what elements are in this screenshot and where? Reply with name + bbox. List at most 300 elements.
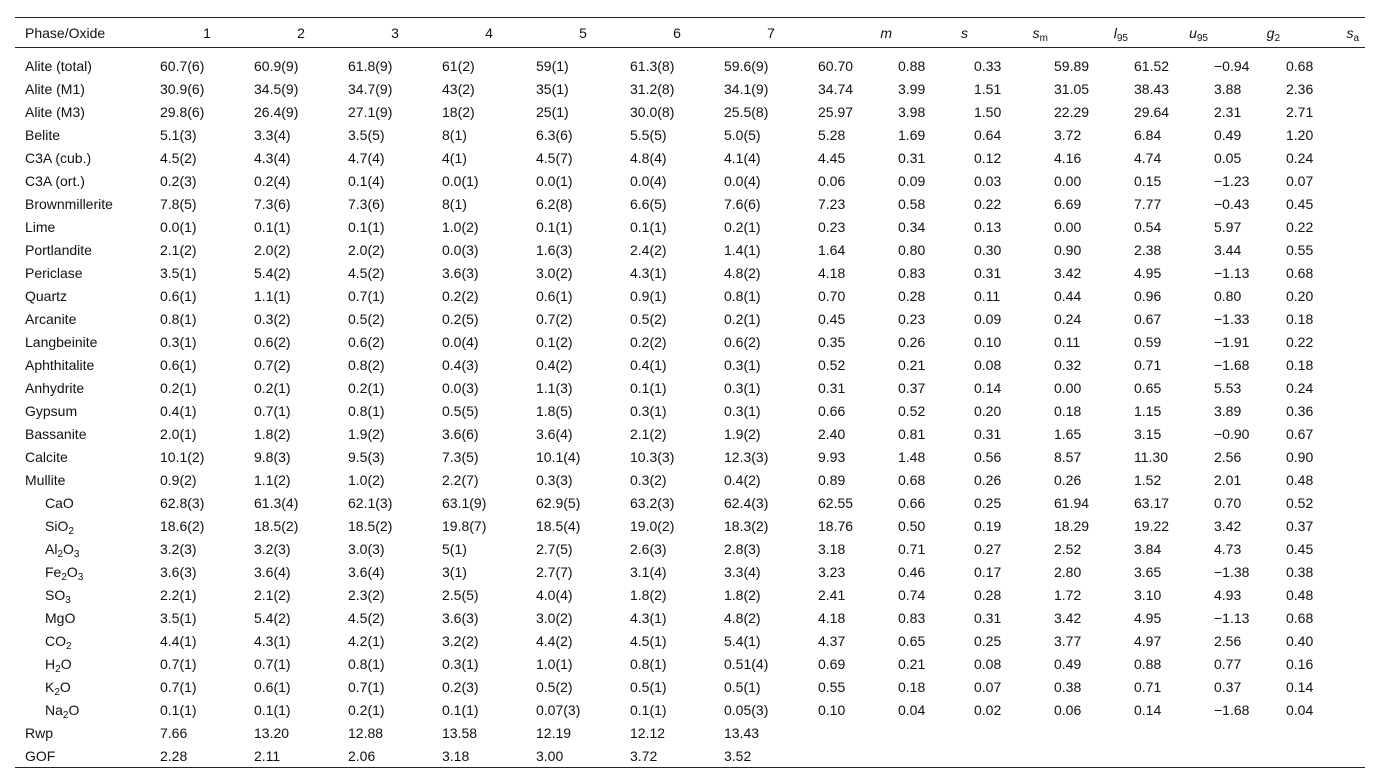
table-cell: 30.9(6) [160, 80, 205, 97]
table-row [15, 491, 1365, 514]
table-cell: 1.0(2) [442, 218, 479, 235]
table-cell: 8(1) [442, 126, 467, 143]
table-cell: 25.5(8) [724, 103, 769, 120]
row-label: Mullite [25, 471, 66, 488]
table-cell: 0.2(1) [724, 310, 761, 327]
table-cell: 0.00 [1054, 172, 1082, 189]
row-label: Alite (M1) [25, 80, 85, 97]
table-cell: 0.7(2) [254, 356, 291, 373]
table-cell: 0.2(3) [160, 172, 197, 189]
table-cell: 18.6(2) [160, 517, 205, 534]
table-body [15, 48, 1365, 768]
table-cell: 1.52 [1134, 471, 1162, 488]
table-cell: 0.14 [974, 379, 1002, 396]
header-sample-4: 4 [485, 25, 493, 41]
table-cell: 0.25 [974, 632, 1002, 649]
table-cell: 1.9(2) [724, 425, 761, 442]
table-cell: 2.3(2) [348, 586, 385, 603]
table-cell: 7.3(5) [442, 448, 479, 465]
phase-oxide-table [15, 17, 1365, 768]
table-cell: 2.06 [348, 747, 376, 764]
header-g2 [1214, 18, 1286, 48]
table-cell: 0.04 [898, 701, 926, 718]
table-cell: 1.51 [974, 80, 1002, 97]
table-cell: 10.3(3) [630, 448, 675, 465]
table-cell: 2.31 [1214, 103, 1242, 120]
table-cell: 0.68 [1286, 264, 1314, 281]
table-cell: 9.8(3) [254, 448, 291, 465]
table-cell: 8(1) [442, 195, 467, 212]
table-cell [1286, 721, 1365, 744]
table-cell: 0.52 [818, 356, 846, 373]
table-cell: 0.32 [1054, 356, 1082, 373]
table-cell: 61.8(9) [348, 57, 393, 74]
table-cell: 0.35 [818, 333, 846, 350]
table-cell: 0.22 [1286, 333, 1314, 350]
header-std [898, 18, 974, 48]
table-cell: 0.68 [1286, 57, 1314, 74]
table-cell: 2.11 [254, 747, 281, 764]
table-cell: 34.1(9) [724, 80, 769, 97]
header-sa [1286, 18, 1365, 48]
table-cell: 5.53 [1214, 379, 1242, 396]
header-lower-95-text: $l_{95}$ [1113, 25, 1128, 44]
table-cell: 13.58 [442, 724, 478, 741]
table-row [15, 744, 1365, 768]
row-label: Anhydrite [25, 379, 85, 396]
table-cell: 3.98 [898, 103, 926, 120]
table-cell: 0.55 [818, 678, 846, 695]
table-cell: 0.96 [1134, 287, 1162, 304]
table-cell: 2.40 [818, 425, 846, 442]
table-cell: 0.18 [1054, 402, 1082, 419]
table-cell: 3.6(3) [442, 264, 479, 281]
table-cell: 0.1(1) [536, 218, 573, 235]
table-cell: 7.6(6) [724, 195, 761, 212]
table-cell: 3.42 [1054, 264, 1082, 281]
table-cell: 1.15 [1134, 402, 1162, 419]
table-cell [974, 744, 1054, 768]
table-row [15, 376, 1365, 399]
table-cell: 1.64 [818, 241, 846, 258]
table-cell: 2.7(7) [536, 563, 573, 580]
table-cell: 0.7(1) [254, 655, 291, 672]
table-cell: 3.2(3) [254, 540, 291, 557]
table-cell: 12.88 [348, 724, 384, 741]
table-cell: 0.3(1) [442, 655, 479, 672]
table-cell: 3.84 [1134, 540, 1162, 557]
table-cell: 2.52 [1054, 540, 1082, 557]
table-cell: 0.3(2) [254, 310, 291, 327]
table-cell: 6.84 [1134, 126, 1162, 143]
table-cell: 0.68 [898, 471, 926, 488]
table-cell: 0.4(1) [160, 402, 197, 419]
table-cell: 0.1(1) [630, 379, 667, 396]
table-cell: 0.38 [1054, 678, 1082, 695]
header-g2-text: $g_2$ [1266, 25, 1280, 44]
table-cell: 0.6(2) [724, 333, 761, 350]
table-cell: 3.18 [818, 540, 846, 557]
row-label: Alite (total) [25, 57, 92, 74]
table-cell: 0.67 [1286, 425, 1314, 442]
table-cell: 2.0(2) [254, 241, 291, 258]
row-label: $CO_2$ [45, 632, 72, 652]
table-cell: 0.05(3) [724, 701, 769, 718]
row-label: Lime [25, 218, 56, 235]
table-cell: 3.3(4) [254, 126, 291, 143]
table-cell: 59(1) [536, 57, 569, 74]
table-cell: 3.2(3) [160, 540, 197, 557]
table-cell [818, 744, 898, 768]
table-cell: 2.8(3) [724, 540, 761, 557]
table-row [15, 629, 1365, 652]
header-std-text: s [961, 25, 968, 41]
table-cell: 0.5(2) [630, 310, 667, 327]
table-cell: 0.2(1) [724, 218, 761, 235]
table-cell: 0.0(3) [442, 379, 479, 396]
table-cell: 0.05 [1214, 149, 1242, 166]
table-cell: 61(2) [442, 57, 475, 74]
row-label: MgO [45, 609, 76, 626]
table-cell: 59.89 [1054, 57, 1090, 74]
table-cell: 1.8(2) [254, 425, 291, 442]
table-cell: 12.12 [630, 724, 666, 741]
table-cell: 4.4(1) [160, 632, 197, 649]
table-cell: 0.2(4) [254, 172, 291, 189]
table-cell [898, 721, 974, 744]
table-row [15, 445, 1365, 468]
table-cell: 0.74 [898, 586, 926, 603]
table-cell: 2.0(1) [160, 425, 197, 442]
table-cell: 7.66 [160, 724, 188, 741]
table-cell: 1.1(3) [536, 379, 573, 396]
table-cell: 0.40 [1286, 632, 1314, 649]
table-cell: 0.18 [1286, 356, 1314, 373]
table-cell [818, 721, 898, 744]
table-cell: 0.70 [1214, 494, 1242, 511]
table-row [15, 675, 1365, 698]
header-lower-95 [1054, 18, 1134, 48]
table-cell: 0.6(1) [254, 678, 291, 695]
table-cell: 0.46 [898, 563, 926, 580]
row-label: Calcite [25, 448, 68, 465]
table-cell: 4.2(1) [348, 632, 385, 649]
table-cell: 0.69 [818, 655, 846, 672]
table-cell: 3.44 [1214, 241, 1242, 258]
table-cell: 2.1(2) [160, 241, 197, 258]
table-cell: 3.65 [1134, 563, 1162, 580]
table-cell: 12.19 [536, 724, 572, 741]
header-std-mean-text: $s_m$ [1032, 25, 1048, 44]
table-cell: 0.71 [898, 540, 926, 557]
table-cell: 1.72 [1054, 586, 1082, 603]
table-cell: 0.23 [898, 310, 926, 327]
row-label: Arcanite [25, 310, 77, 327]
table-cell: 0.18 [1286, 310, 1314, 327]
table-cell: 0.4(1) [630, 356, 667, 373]
table-cell: 0.8(1) [348, 402, 385, 419]
table-cell: 3(1) [442, 563, 467, 580]
table-cell: 0.5(2) [348, 310, 385, 327]
table-cell: 2.71 [1286, 103, 1314, 120]
row-label: Alite (M3) [25, 103, 85, 120]
table-cell: 2.38 [1134, 241, 1162, 258]
table-cell: 1.0(2) [348, 471, 385, 488]
table-cell: 0.06 [818, 172, 846, 189]
table-cell: 63.2(3) [630, 494, 675, 511]
table-cell: 4.5(2) [348, 609, 385, 626]
table-cell: 0.09 [974, 310, 1002, 327]
table-cell: 0.36 [1286, 402, 1314, 419]
table-cell: 0.7(1) [348, 287, 385, 304]
table-cell: 34.74 [818, 80, 854, 97]
table-cell: 3.0(2) [536, 264, 573, 281]
table-row [15, 560, 1365, 583]
table-cell: 61.3(4) [254, 494, 299, 511]
table-cell: 0.21 [898, 655, 926, 672]
table-cell: 0.3(2) [630, 471, 667, 488]
table-cell: 3.99 [898, 80, 926, 97]
table-cell: 0.21 [898, 356, 926, 373]
table-cell: 0.5(2) [536, 678, 573, 695]
header-sample-2: 2 [297, 25, 305, 41]
table-cell: 18(2) [442, 103, 475, 120]
table-cell: 0.1(1) [630, 701, 667, 718]
table-cell: 7.3(6) [254, 195, 291, 212]
table-cell: 0.12 [974, 149, 1002, 166]
table-cell: 0.11 [1054, 333, 1081, 350]
table-row [15, 721, 1365, 744]
table-cell: 2.36 [1286, 80, 1314, 97]
table-cell: 2.2(7) [442, 471, 479, 488]
table-cell: 0.1(1) [254, 701, 291, 718]
table-cell: 3.0(2) [536, 609, 573, 626]
table-cell: −1.68 [1214, 356, 1250, 373]
table-cell: 0.1(1) [160, 701, 197, 718]
table-cell: 3.42 [1214, 517, 1242, 534]
table-row [15, 261, 1365, 284]
table-cell: 1.8(2) [630, 586, 667, 603]
table-cell: 3.6(4) [348, 563, 385, 580]
table-cell: 0.68 [1286, 609, 1314, 626]
row-label: $H_2O$ [45, 655, 72, 675]
table-cell: 10.1(4) [536, 448, 581, 465]
row-label: $Fe_2O_3$ [45, 563, 84, 583]
table-row [15, 238, 1365, 261]
table-cell: 0.67 [1134, 310, 1162, 327]
table-cell: 59.6(9) [724, 57, 769, 74]
table-cell: 0.31 [974, 264, 1002, 281]
table-row [15, 307, 1365, 330]
table-cell: 0.25 [974, 494, 1002, 511]
row-label: SiO$_2$ [45, 517, 74, 537]
row-label: GOF [25, 747, 56, 764]
table-cell: 0.56 [974, 448, 1002, 465]
table-cell: 1.9(2) [348, 425, 385, 442]
header-mean [818, 18, 898, 48]
table-cell: 0.1(4) [348, 172, 385, 189]
table-cell: 7.8(5) [160, 195, 197, 212]
table-cell: 0.6(1) [160, 287, 197, 304]
table-cell: 0.31 [818, 379, 846, 396]
table-cell: 0.15 [1134, 172, 1162, 189]
table-cell: 0.3(1) [724, 402, 761, 419]
table-cell: 4.93 [1214, 586, 1242, 603]
table-cell: 0.66 [898, 494, 926, 511]
table-cell: 4.7(4) [348, 149, 385, 166]
table-cell: 4.73 [1214, 540, 1242, 557]
table-cell: 62.9(5) [536, 494, 581, 511]
table-cell [1286, 744, 1365, 768]
table-cell: 3.6(3) [160, 563, 197, 580]
row-label: Bassanite [25, 425, 87, 442]
table-cell: 0.24 [1286, 379, 1314, 396]
table-cell: −1.23 [1214, 172, 1250, 189]
table-cell: 10.1(2) [160, 448, 205, 465]
table-cell: 0.9(2) [160, 471, 197, 488]
table-cell: 19.22 [1134, 517, 1170, 534]
table-row [15, 192, 1365, 215]
table-cell: 2.6(3) [630, 540, 667, 557]
table-cell: 0.83 [898, 264, 926, 281]
table-cell: 0.2(1) [348, 701, 385, 718]
table-cell [1134, 744, 1214, 768]
table-cell: 5.1(3) [160, 126, 197, 143]
table-cell: 2.56 [1214, 632, 1242, 649]
table-cell: 4.95 [1134, 609, 1162, 626]
table-cell: 0.22 [974, 195, 1002, 212]
table-cell: 0.7(1) [160, 655, 197, 672]
table-cell [1214, 744, 1286, 768]
table-cell: 4.18 [818, 609, 846, 626]
row-label: C3A (cub.) [25, 149, 92, 166]
table-cell: −0.90 [1214, 425, 1250, 442]
table-row [15, 100, 1365, 123]
table-cell: 5(1) [442, 540, 467, 557]
row-label: Brownmillerite [25, 195, 113, 212]
table-cell: 0.06 [1054, 701, 1082, 718]
table-cell: 0.11 [974, 287, 1001, 304]
table-row [15, 48, 1365, 78]
header-sample-3: 3 [391, 25, 399, 41]
table-cell: 2.01 [1214, 471, 1242, 488]
table-cell: 0.90 [1054, 241, 1082, 258]
table-cell: 0.59 [1134, 333, 1162, 350]
table-cell: 1.8(2) [724, 586, 761, 603]
table-cell: 4.95 [1134, 264, 1162, 281]
table-row [15, 468, 1365, 491]
table-row [15, 399, 1365, 422]
table-cell: 0.7(1) [160, 678, 197, 695]
table-cell: 0.3(1) [160, 333, 197, 350]
table-cell: 0.24 [1286, 149, 1314, 166]
table-cell: 0.0(1) [442, 172, 479, 189]
table-cell: 0.14 [1286, 678, 1314, 695]
table-cell: 0.0(1) [536, 172, 573, 189]
table-cell: 7.23 [818, 195, 846, 212]
table-cell: −1.68 [1214, 701, 1250, 718]
table-cell [1214, 721, 1286, 744]
table-cell: 3.18 [442, 747, 470, 764]
table-cell: 0.7(1) [254, 402, 291, 419]
table-cell: 0.2(2) [442, 287, 479, 304]
table-cell: 3.5(1) [160, 609, 197, 626]
table-cell: 4.97 [1134, 632, 1162, 649]
table-cell: 0.5(1) [724, 678, 761, 695]
table-cell: 3.42 [1054, 609, 1082, 626]
table-cell [974, 721, 1054, 744]
table-cell: 5.4(2) [254, 264, 291, 281]
table-cell: 43(2) [442, 80, 475, 97]
table-cell: 0.54 [1134, 218, 1162, 235]
table-cell: 0.28 [974, 586, 1002, 603]
table-cell: 0.51(4) [724, 655, 769, 672]
table-cell: 29.8(6) [160, 103, 205, 120]
table-cell: 34.7(9) [348, 80, 393, 97]
table-cell: 0.26 [1054, 471, 1082, 488]
table-cell: 3.72 [1054, 126, 1082, 143]
table-cell: 2.1(2) [630, 425, 667, 442]
table-cell: 0.71 [1134, 678, 1162, 695]
table-cell: 0.1(1) [254, 218, 291, 235]
table-cell: 0.38 [1286, 563, 1314, 580]
table-cell: 5.5(5) [630, 126, 667, 143]
table-cell: 62.4(3) [724, 494, 769, 511]
table-cell: 7.3(6) [348, 195, 385, 212]
table-cell: 0.07 [1286, 172, 1314, 189]
table-cell: 2.0(2) [348, 241, 385, 258]
table-cell: 4.1(4) [724, 149, 761, 166]
table-cell: 0.13 [974, 218, 1002, 235]
table-cell: 0.9(1) [630, 287, 667, 304]
table-cell: −1.13 [1214, 264, 1250, 281]
table-cell: 2.7(5) [536, 540, 573, 557]
table-cell: 0.52 [898, 402, 926, 419]
table-cell: 2.80 [1054, 563, 1082, 580]
table-cell: 3.5(5) [348, 126, 385, 143]
table-cell: 3.3(4) [724, 563, 761, 580]
header-upper-95-text: $u_{95}$ [1189, 25, 1208, 44]
table-row [15, 537, 1365, 560]
table-cell: 1.8(5) [536, 402, 573, 419]
table-cell: 62.8(3) [160, 494, 205, 511]
table-cell: 0.88 [1134, 655, 1162, 672]
table-cell: 0.37 [1214, 678, 1242, 695]
table-cell: 0.2(1) [348, 379, 385, 396]
table-cell: 0.20 [1286, 287, 1314, 304]
table-cell: 2.28 [160, 747, 188, 764]
table-cell: 18.5(2) [348, 517, 393, 534]
table-cell [1054, 744, 1134, 768]
table-cell: 30.0(8) [630, 103, 675, 120]
table-cell: 3.6(6) [442, 425, 479, 442]
table-header-row [15, 18, 1365, 48]
table-cell: 0.07 [974, 678, 1002, 695]
table-cell: 3.6(4) [254, 563, 291, 580]
table-cell: 0.14 [1134, 701, 1162, 718]
table-cell: 3.6(4) [536, 425, 573, 442]
table-cell: 3.88 [1214, 80, 1242, 97]
table-cell: 63.1(9) [442, 494, 487, 511]
table-cell: 4.37 [818, 632, 846, 649]
table-cell: 0.80 [898, 241, 926, 258]
header-upper-95 [1134, 18, 1214, 48]
table-cell: 1.69 [898, 126, 926, 143]
table-cell: 0.1(1) [348, 218, 385, 235]
table-cell: 25.97 [818, 103, 854, 120]
table-cell: 3.1(4) [630, 563, 667, 580]
table-cell: 26.4(9) [254, 103, 299, 120]
